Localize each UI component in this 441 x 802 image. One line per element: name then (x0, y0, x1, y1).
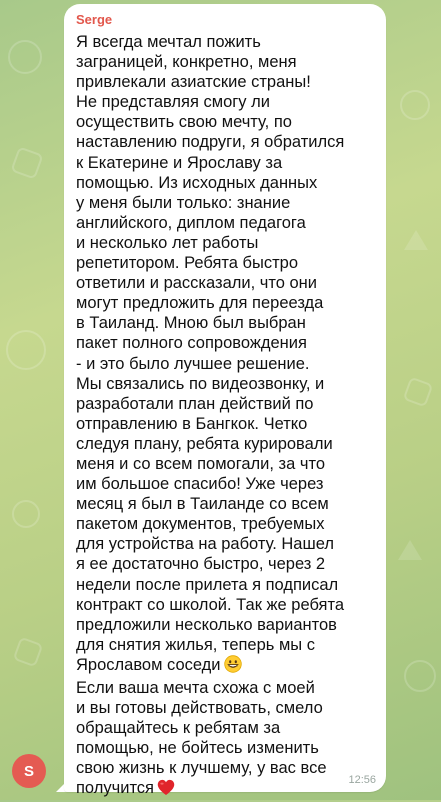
background-doodle (398, 540, 422, 560)
sender-avatar[interactable] (12, 754, 46, 788)
red-heart-emoji-icon (157, 779, 175, 801)
background-doodle (8, 40, 42, 74)
background-doodle (12, 500, 40, 528)
message-timestamp: 12:56 (348, 774, 376, 786)
background-doodle (404, 230, 428, 250)
background-doodle (400, 90, 430, 120)
sender-name[interactable]: Serge (76, 12, 113, 27)
background-doodle (403, 377, 434, 408)
grinning-face-emoji-icon (224, 655, 242, 678)
avatar-letter: S (23, 762, 34, 780)
background-doodle (13, 637, 44, 668)
background-doodle (6, 330, 46, 370)
message-text-part1: Я всегда мечтал пожить заграницей, конкретно, меня привлекали азиатские страны! Не представляя смогу ли осуществить свою мечту, по наставлению подруги, я обратился к Екатерине и Ярославу за помощью. Из исходных данных у меня были только: знание английского, диплом педагога и несколько лет работы репетитором. Ребята быстро ответили и рассказали, что они могут предложить для переезда в Таиланд. Мною был выбран пакет полного сопровождения - и это было лучшее решение. Мы связались по видеозвонку, и разработали план действий по отправлению в Бангкок. Четко следуя плану, ребята курировали меня и со всем помогали, за что им большое спасибо! Уже через месяц я был в Таиланде со всем пакетом документов, требуемых для устройства на работу. Нашел я ее достаточно быстро, через 2 недели после прилета я подписал контракт со школой. Так же ребята предложили несколько вариантов для снятия жилья, теперь мы с Ярославом соседи (76, 33, 345, 674)
message-bubble[interactable] (64, 4, 386, 798)
message-text[interactable] (76, 32, 374, 802)
message-text-part2: Если ваша мечта схожа с моей и вы готовы действовать, смело обращайтесь к ребятам за помощью, не бойтесь изменить свою жизнь к лучшему, у вас все получится (76, 679, 327, 798)
background-doodle (404, 660, 436, 692)
background-doodle (10, 146, 43, 179)
